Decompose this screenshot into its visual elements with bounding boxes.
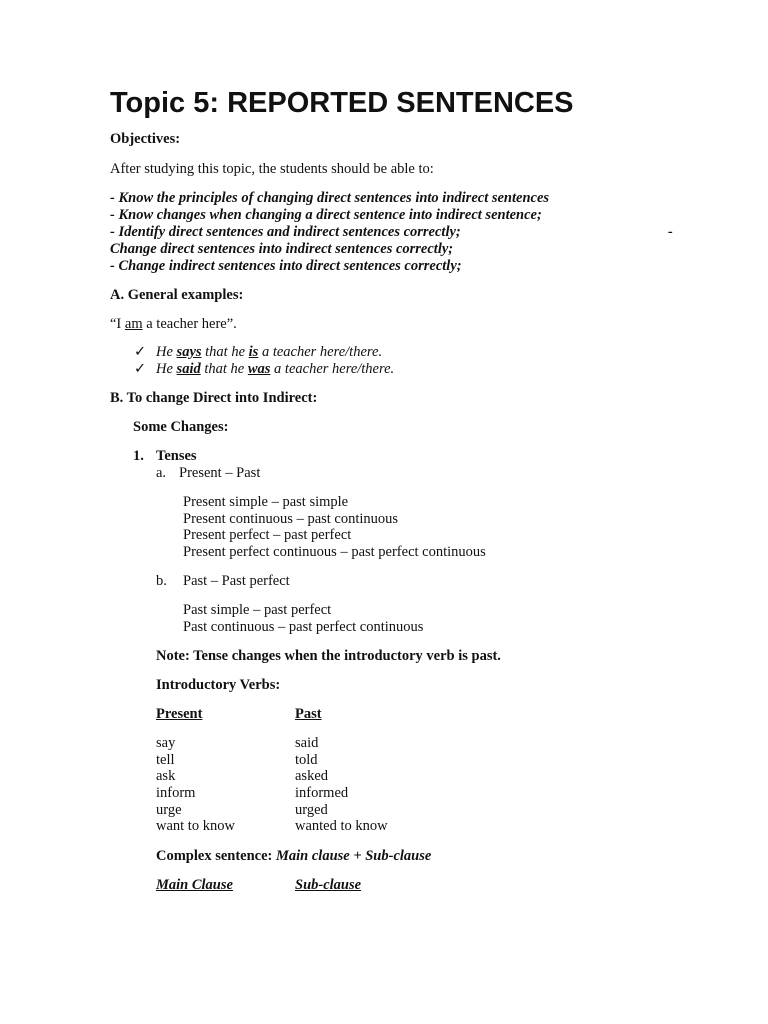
tense-note: Note: Tense changes when the introductory verb is past.	[156, 648, 501, 664]
verb-past: wanted to know	[295, 818, 388, 834]
tense-pair: Past simple – past perfect	[183, 602, 332, 618]
section-a-heading: A. General examples:	[110, 287, 244, 303]
section-b-heading: B. To change Direct into Indirect:	[110, 390, 318, 406]
reporting-verb: said	[176, 361, 201, 377]
tense-pair: Present perfect continuous – past perfect continuous	[183, 544, 486, 560]
tenses-number: 1.	[133, 448, 144, 464]
objective-line-4: Change direct sentences into indirect sentences correctly;	[110, 241, 454, 257]
column-header-present: Present	[156, 706, 203, 722]
objectives-heading: Objectives:	[110, 131, 181, 147]
sub-a-label: Present – Past	[179, 465, 261, 481]
reporting-verb: says	[176, 344, 202, 360]
main-clause-header: Main Clause	[156, 877, 233, 893]
verb-present: say	[156, 735, 176, 751]
reported-verb: was	[247, 361, 271, 377]
verb-present: ask	[156, 768, 176, 784]
verb-past: urged	[295, 802, 328, 818]
verb-present: tell	[156, 752, 175, 768]
objectives-intro: After studying this topic, the students should be able to:	[110, 161, 434, 177]
quote-verb: am	[124, 316, 143, 332]
verb-past: said	[295, 735, 319, 751]
verb-present: inform	[156, 785, 196, 801]
complex-sentence-label: Complex sentence:	[156, 848, 277, 864]
objective-line-3: - Identify direct sentences and indirect sentences correctly;	[110, 224, 461, 240]
quote-open: “I	[110, 316, 125, 332]
tense-pair: Present perfect – past perfect	[183, 527, 352, 543]
checkmark-icon: ✓	[134, 361, 147, 377]
column-header-past: Past	[295, 706, 322, 722]
sub-a-marker: a.	[156, 465, 167, 481]
tense-pair: Past continuous – past perfect continuous	[183, 619, 424, 635]
tense-pair: Present continuous – past continuous	[183, 511, 399, 527]
example-line-1: ✓ He says that he is a teacher here/there.	[134, 344, 383, 360]
verb-past: asked	[295, 768, 329, 784]
objective-line-3-dash: -	[668, 224, 673, 240]
objective-line-5: - Change indirect sentences into direct sentences correctly;	[110, 258, 462, 274]
verb-past: told	[295, 752, 318, 768]
complex-sentence-line	[156, 848, 431, 865]
sub-b-marker: b.	[156, 573, 167, 589]
tenses-heading: Tenses	[156, 448, 197, 464]
sub-b-label: Past – Past perfect	[183, 573, 290, 589]
verb-present: want to know	[156, 818, 235, 834]
verb-present: urge	[156, 802, 182, 818]
objective-line-2: - Know changes when changing a direct sentence into indirect sentence;	[110, 207, 542, 223]
tense-pair: Present simple – past simple	[183, 494, 349, 510]
sub-clause-header: Sub-clause	[295, 877, 362, 893]
reported-verb: is	[248, 344, 259, 360]
example-line-2: ✓ He said that he was a teacher here/there.	[134, 361, 395, 377]
objective-line-1: - Know the principles of changing direct sentences into indirect sentences	[110, 190, 550, 206]
introductory-verbs-heading: Introductory Verbs:	[156, 677, 281, 693]
quote-close: a teacher here”.	[142, 316, 237, 332]
direct-quote	[110, 316, 237, 333]
page-title: Topic 5: REPORTED SENTENCES	[110, 87, 574, 119]
checkmark-icon: ✓	[134, 344, 147, 360]
some-changes-heading: Some Changes:	[133, 419, 229, 435]
verb-past: informed	[295, 785, 349, 801]
complex-sentence-formula: Main clause + Sub-clause	[276, 848, 432, 864]
